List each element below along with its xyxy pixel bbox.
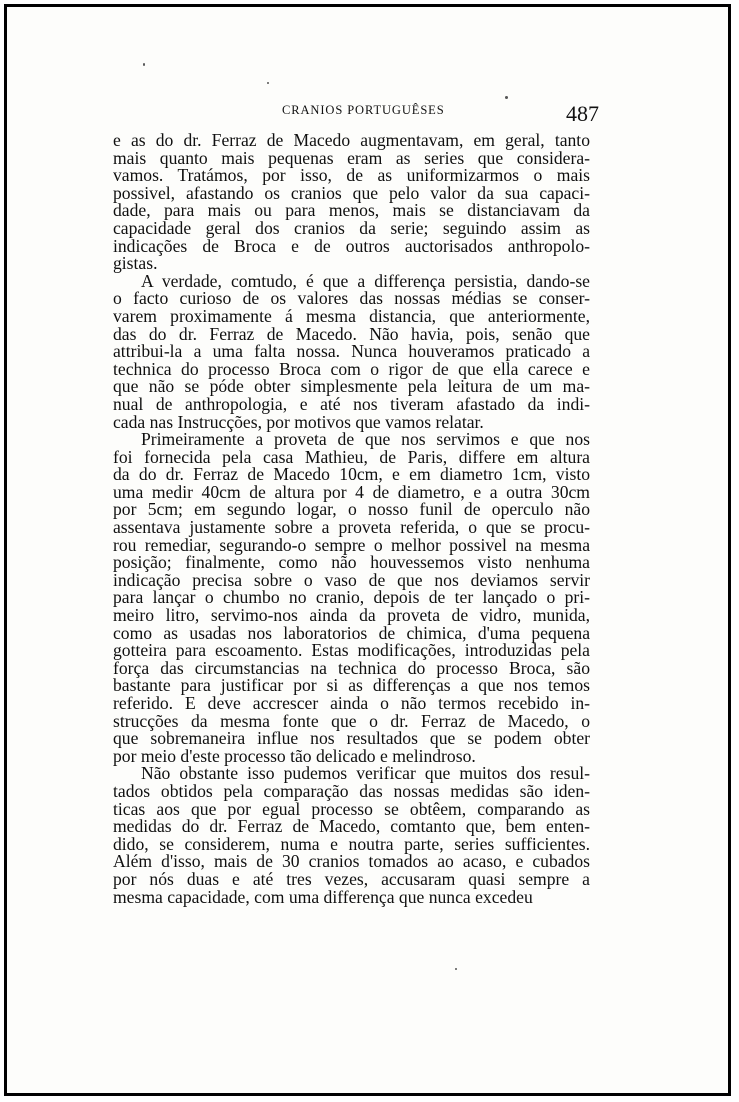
paragraph <box>113 270 590 432</box>
page-header <box>0 101 739 125</box>
text-line: o facto curioso de os valores das nossas médias se conser- <box>113 288 590 309</box>
text-line: mais quanto mais pequenas eram as series que considera- <box>113 147 590 168</box>
text-line: e as do dr. Ferraz de Macedo augmentavam, em geral, tanto <box>113 130 590 150</box>
paragraph <box>113 431 590 765</box>
text-line: foi fornecida pela casa Mathieu, de Paris, differe em altura <box>113 446 590 467</box>
text-line: para lançar o chumbo no cranio, depois de ter lançado o pri- <box>113 587 590 608</box>
text-line: uma medir 40cm de altura por 4 de diametro, e a outra 30cm <box>113 481 590 502</box>
text-line: referido. E deve accrescer ainda o não termos recebido in- <box>113 693 590 713</box>
text-line: cada nas Instrucções, por motivos que vamos relatar. <box>113 411 484 432</box>
text-line: rou remediar, segurando-o sempre o melhor possivel na mesma <box>113 534 590 555</box>
scan-speck <box>267 82 269 84</box>
text-line: da do dr. Ferraz de Macedo 10cm, e em diametro 1cm, visto <box>113 464 590 485</box>
text-line: dido, se considerem, numa e noutra parte, series sufficientes. <box>113 833 590 854</box>
text-line: Não obstante isso pudemos verificar que muitos dos resul- <box>141 763 590 784</box>
running-title: CRANIOS PORTUGUÊSES <box>282 103 445 117</box>
text-line: indicação precisa sobre o vaso de que nos deviamos servir <box>113 569 590 590</box>
text-line: por meio d'este processo tão delicado e melindroso. <box>113 745 476 766</box>
text-line: assentava justamente sobre a proveta referida, o que se procu- <box>113 517 590 538</box>
text-line: medidas do dr. Ferraz de Macedo, comtanto que, bem enten- <box>113 816 590 837</box>
text-line: gistas. <box>113 253 158 274</box>
text-line: como as usadas nos laboratorios de chimica, d'uma pequena <box>113 622 590 643</box>
text-line: strucções da mesma fonte que o dr. Ferraz de Macedo, o <box>113 710 590 731</box>
text-line: que não se póde obter simplesmente pela leitura de um ma- <box>113 376 590 397</box>
text-line: força das circumstancias na technica do processo Broca, são <box>113 657 590 678</box>
text-line: ticas aos que por egual processo se obtêem, comparando as <box>113 798 590 819</box>
text-line: bastante para justificar por si as differenças a que nos temos <box>113 675 590 696</box>
text-line: Além d'isso, mais de 30 cranios tomados ao acaso, e cubados <box>113 851 590 872</box>
paragraph <box>113 132 590 273</box>
text-line: possivel, afastando os cranios que pelo valor da sua capaci- <box>113 182 590 203</box>
text-line: indicações de Broca e de outros auctorisados anthropolo- <box>113 235 590 256</box>
text-line: mesma capacidade, com uma differença que nunca excedeu <box>113 886 533 907</box>
text-line: das do dr. Ferraz de Macedo. Não havia, pois, senão que <box>113 323 590 344</box>
scan-speck <box>505 96 508 99</box>
scan-speck <box>143 63 145 66</box>
text-line: por 5cm; em segundo logar, o nosso funil de operculo não <box>113 499 590 520</box>
text-line: posição; finalmente, como não houvessemos visto nenhuma <box>113 552 590 573</box>
text-line: attribui-la a uma falta nossa. Nunca houveramos praticado a <box>113 341 590 362</box>
body-text <box>113 132 590 906</box>
text-line: gotteira para escoamento. Estas modificações, introduzidas pela <box>113 640 590 661</box>
text-line: meiro litro, servimo-nos ainda da proveta de vidro, munida, <box>113 605 590 626</box>
text-line: capacidade geral dos cranios da serie; seguindo assim as <box>113 217 590 238</box>
text-line: A verdade, comtudo, é que a differença persistia, dando-se <box>141 270 590 291</box>
text-line: por nós duas e até tres vezes, accusaram quasi sempre a <box>113 868 590 889</box>
text-line: Primeiramente a proveta de que nos servimos e que nos <box>141 429 590 450</box>
paragraph <box>113 765 590 906</box>
text-line: technica do processo Broca com o rigor de que ella carece e <box>113 358 590 379</box>
text-line: vamos. Tratámos, por isso, de as uniformizarmos o mais <box>113 165 590 186</box>
text-line: varem proximamente á mesma distancia, que anteriormente, <box>113 305 590 326</box>
text-line: tados obtidos pela comparação das nossas medidas são iden- <box>113 780 590 801</box>
scan-speck <box>455 968 457 970</box>
page-number: 487 <box>566 101 599 126</box>
text-line: nual de anthropologia, e até nos tiveram afastado da indi- <box>113 393 590 414</box>
text-line: que sobremaneira influe nos resultados que se podem obter <box>113 728 590 749</box>
text-line: dade, para mais ou para menos, mais se distanciavam da <box>113 200 590 221</box>
